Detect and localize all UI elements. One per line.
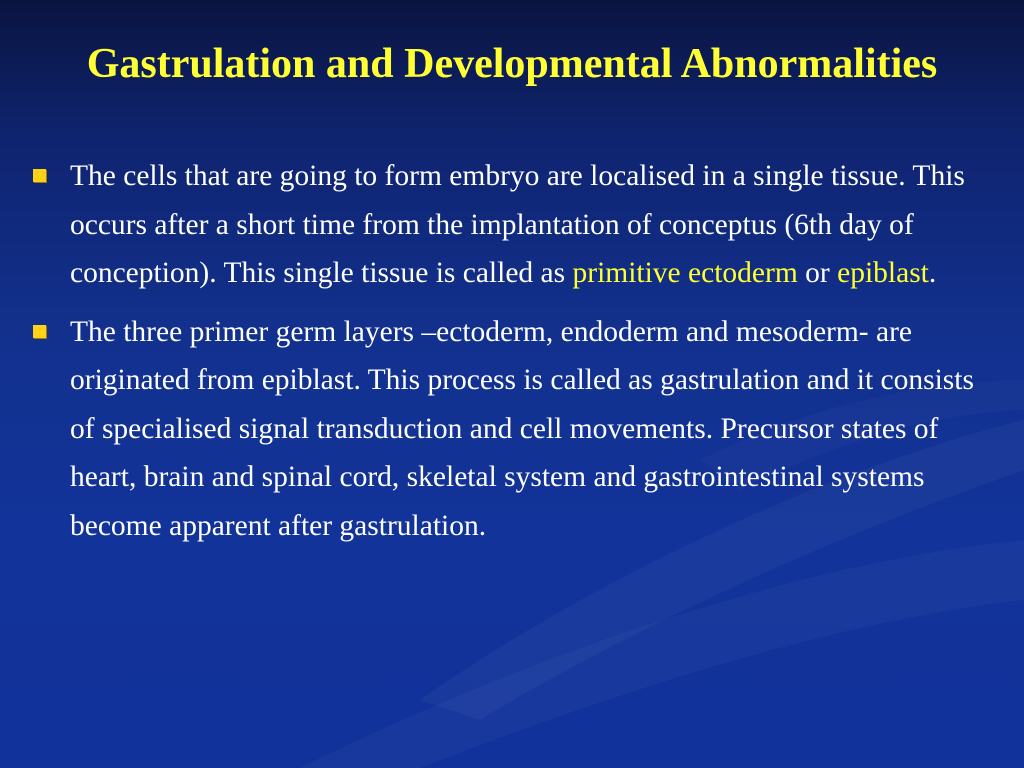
bullet-text-before: The cells that are going to form embryo are localised in a single tissue. This occurs after a short time from the implantation of conceptus (6th day of conception). This single tissue is called as	[70, 160, 965, 289]
bullet-text	[70, 160, 965, 289]
bullet-text: The three primer germ layers –ectoderm, endoderm and mesoderm- are originated from epiblast. This process is called as gastrulation and it consists of specialised signal transduction and cell movements. Precursor states of heart, brain and spinal cord, skeletal system and gastrointestinal systems become apparent after gastrulation.	[70, 315, 974, 542]
highlight-term: primitive ectoderm	[572, 257, 798, 289]
square-bullet-icon	[33, 325, 46, 338]
bullet-text-after: .	[928, 257, 937, 289]
slide-content	[30, 152, 1000, 560]
slide-title: Gastrulation and Developmental Abnormalities	[86, 41, 938, 87]
square-bullet-icon	[33, 169, 46, 182]
bullet-text-middle: or	[797, 257, 838, 289]
highlight-term: epiblast	[837, 257, 929, 289]
bullet-item	[30, 308, 1000, 551]
bullet-item	[30, 152, 1000, 298]
